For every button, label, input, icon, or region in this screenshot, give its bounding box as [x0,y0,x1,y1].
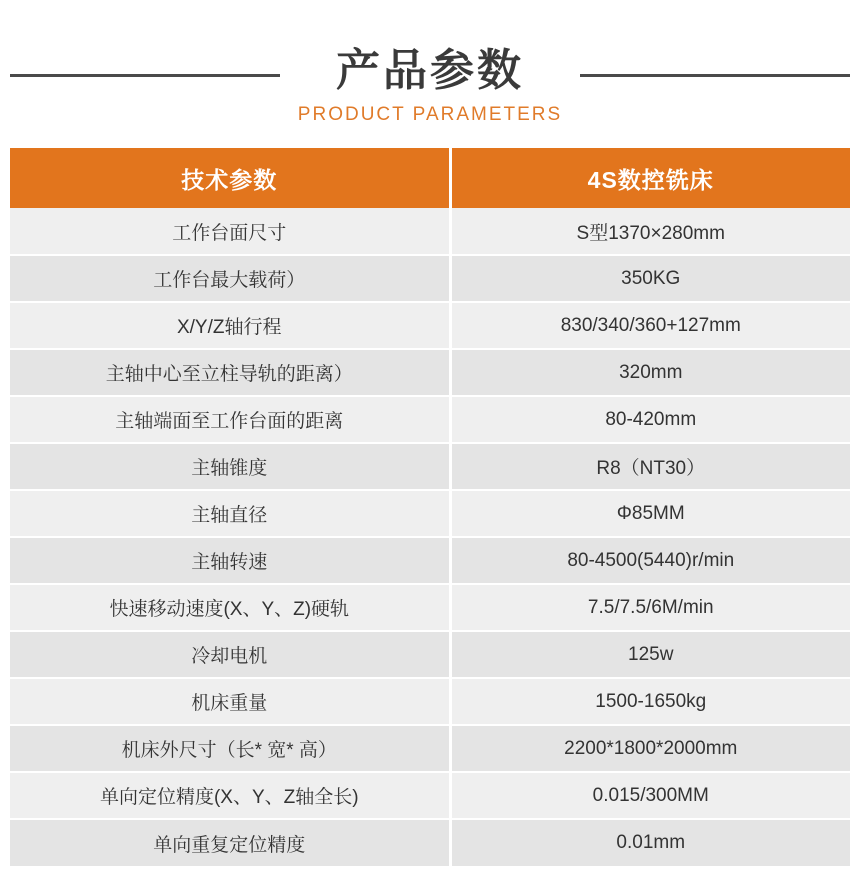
table-row [10,725,850,772]
table-row [10,631,850,678]
row-label: X/Y/Z轴行程 [10,302,450,349]
row-label: 机床外尺寸（长* 宽* 高） [10,725,450,772]
page-subtitle: PRODUCT PARAMETERS [297,104,563,126]
row-value: 7.5/7.5/6M/min [450,584,850,631]
row-label: 主轴直径 [10,490,450,537]
row-label: 冷却电机 [10,631,450,678]
page-header [0,0,860,148]
table-row [10,678,850,725]
row-value: 80-4500(5440)r/min [450,537,850,584]
spec-table [10,148,850,866]
row-value: 2200*1800*2000mm [450,725,850,772]
row-label: 快速移动速度(X、Y、Z)硬轨 [10,584,450,631]
table-row [10,255,850,302]
table-row [10,349,850,396]
row-value: 320mm [450,349,850,396]
row-label: 工作台面尺寸 [10,208,450,255]
spec-table-container [10,148,850,866]
row-label: 工作台最大载荷） [10,255,450,302]
row-value: S型1370×280mm [450,208,850,255]
table-row [10,443,850,490]
table-row [10,819,850,866]
table-row [10,584,850,631]
table-header-row [10,148,850,208]
page-title: 产品参数 [336,45,524,95]
row-value: 80-420mm [450,396,850,443]
spec-table-body [10,148,850,866]
row-label: 主轴端面至工作台面的距离 [10,396,450,443]
table-row [10,396,850,443]
row-label: 机床重量 [10,678,450,725]
row-label: 主轴中心至立柱导轨的距离） [10,349,450,396]
row-value: 1500-1650kg [450,678,850,725]
row-value: R8（NT30） [450,443,850,490]
table-row [10,302,850,349]
row-label: 单向定位精度(X、Y、Z轴全长) [10,772,450,819]
table-row [10,490,850,537]
row-label: 主轴锥度 [10,443,450,490]
column-header-value: 4S数控铣床 [450,148,850,208]
row-value: 0.015/300MM [450,772,850,819]
header-rule-left [10,74,280,77]
row-label: 单向重复定位精度 [10,819,450,866]
row-label: 主轴转速 [10,537,450,584]
row-value: 350KG [450,255,850,302]
table-row [10,208,850,255]
table-row [10,537,850,584]
row-value: 0.01mm [450,819,850,866]
column-header-parameter: 技术参数 [10,148,450,208]
table-row [10,772,850,819]
row-value: 125w [450,631,850,678]
row-value: Φ85MM [450,490,850,537]
row-value: 830/340/360+127mm [450,302,850,349]
header-rule-right [580,74,850,77]
